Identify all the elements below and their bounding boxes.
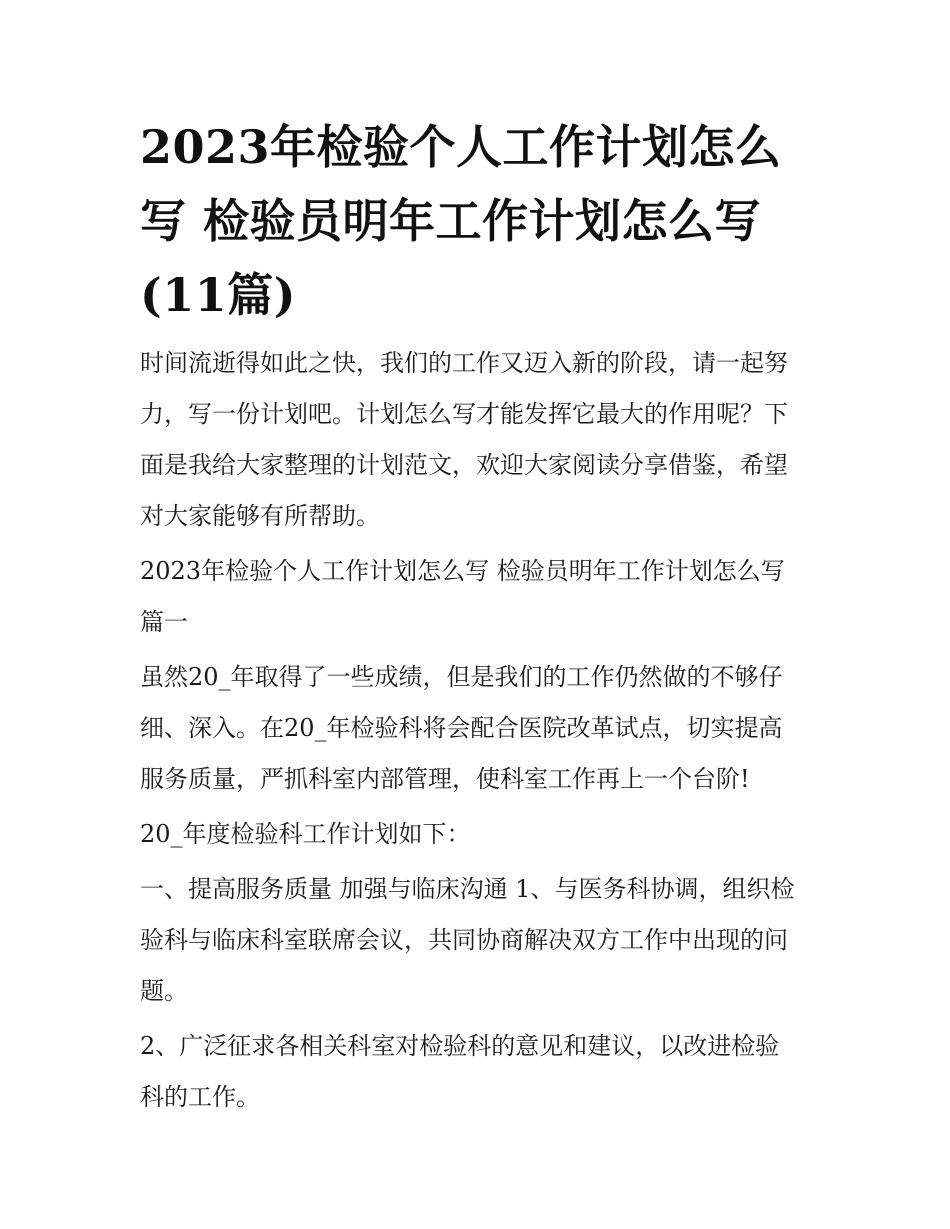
- list-item-2: [140, 1021, 820, 1123]
- title-line: 写 检验员明年工作计划怎么写: [140, 194, 762, 248]
- text-line: 2023年检验个人工作计划怎么写 检验员明年工作计划怎么写: [140, 557, 785, 585]
- intro-paragraph: [140, 338, 820, 542]
- text-line: 细、深入。在20_年检验科将会配合医院改革试点，切实提高: [140, 714, 783, 742]
- text-line: 面是我给大家整理的计划范文，欢迎大家阅读分享借鉴，希望: [140, 451, 788, 479]
- section-heading: [140, 546, 820, 648]
- document-title: [140, 110, 820, 332]
- text-line: 验科与临床科室联席会议，共同协商解决双方工作中出现的问: [140, 926, 788, 954]
- text-line: 科的工作。: [140, 1083, 260, 1111]
- title-line: 2023年检验个人工作计划怎么: [140, 120, 782, 174]
- text-line: 对大家能够有所帮助。: [140, 502, 380, 530]
- plan-intro-paragraph: [140, 809, 820, 860]
- text-line: 一、提高服务质量 加强与临床沟通 1、与医务科协调，组织检: [140, 875, 795, 903]
- text-line: 力，写一份计划吧。计划怎么写才能发挥它最大的作用呢？下: [140, 400, 788, 428]
- text-line: 2、广泛征求各相关科室对检验科的意见和建议，以改进检验: [140, 1032, 780, 1060]
- title-line: (11篇): [140, 268, 297, 322]
- text-line: 时间流逝得如此之快，我们的工作又迈入新的阶段，请一起努: [140, 349, 788, 377]
- body-paragraph: [140, 652, 820, 805]
- text-line: 题。: [140, 977, 188, 1005]
- list-item-1: [140, 864, 820, 1017]
- text-line: 篇一: [140, 608, 188, 636]
- document-body: [140, 110, 820, 1123]
- text-line: 20_年度检验科工作计划如下：: [140, 820, 471, 848]
- text-line: 服务质量，严抓科室内部管理，使科室工作再上一个台阶!: [140, 765, 750, 793]
- text-line: 虽然20_年取得了一些成绩，但是我们的工作仍然做的不够仔: [140, 663, 783, 691]
